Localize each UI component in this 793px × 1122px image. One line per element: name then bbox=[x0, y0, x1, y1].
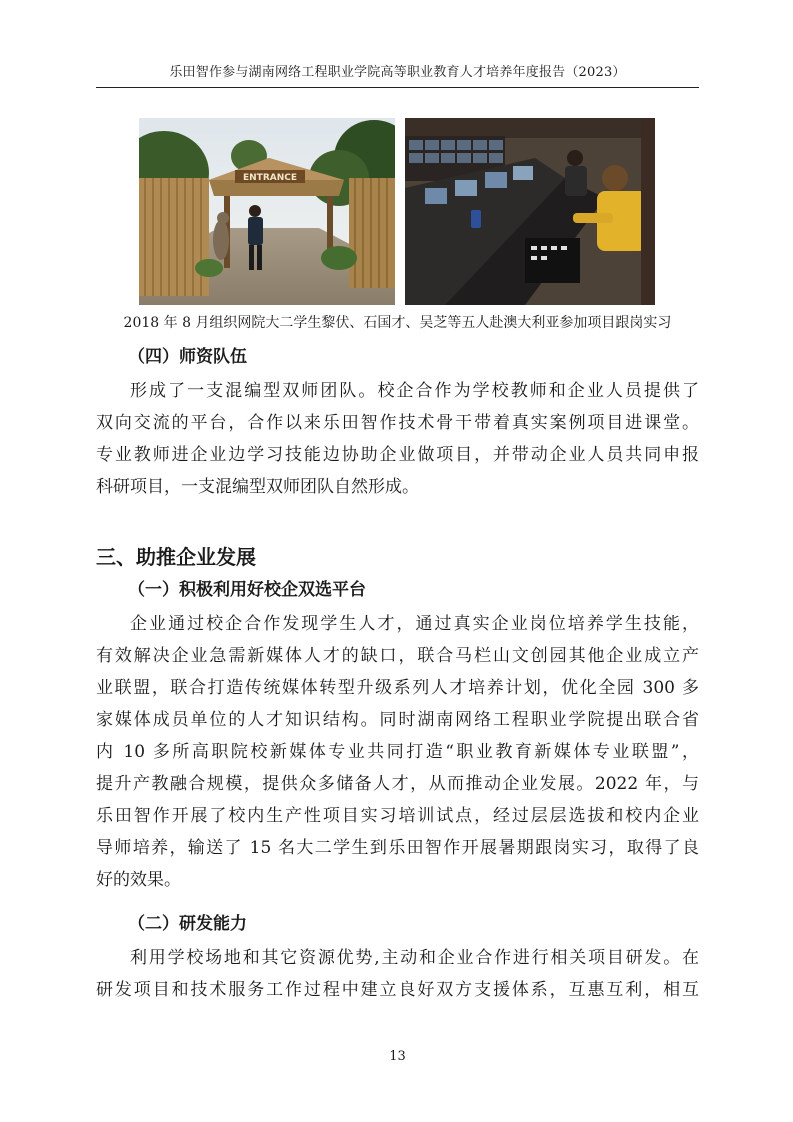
chapter-heading: 三、助推企业发展 bbox=[96, 545, 256, 569]
figure-caption: 2018 年 8 月组织网院大二学生黎伏、石国才、吴芝等五人赴澳大利亚参加项目跟岗实习 bbox=[123, 315, 672, 331]
text-line: 双向交流的平台，合作以来乐田智作技术骨干带着真实案例项目进课堂。 bbox=[96, 413, 699, 433]
text-line: 导师培养，输送了 15 名大二学生到乐田智作开展暑期跟岗实习，取得了良 bbox=[96, 838, 699, 858]
section-heading-faculty: （四）师资队伍 bbox=[128, 347, 247, 367]
text-line: 有效解决企业急需新媒体人才的缺口，联合马栏山文创园其他企业成立产 bbox=[96, 646, 699, 666]
text-line: 提升产教融合规模，提供众多储备人才，从而推动企业发展。2022 年，与 bbox=[96, 774, 699, 794]
photo-entrance-scene bbox=[139, 118, 395, 305]
text-line: 乐田智作开展了校内生产性项目实习培训试点，经过层层选拔和校内企业 bbox=[96, 806, 699, 826]
paragraph-faculty bbox=[96, 375, 699, 503]
text-line: 利用学校场地和其它资源优势,主动和企业合作进行相关项目研发。在 bbox=[130, 948, 699, 968]
section-heading-rd: （二）研发能力 bbox=[128, 914, 247, 934]
text-line: 研发项目和技术服务工作过程中建立良好双方支援体系，互惠互利，相互 bbox=[96, 980, 699, 1000]
text-line: 形成了一支混编型双师团队。校企合作为学校教师和企业人员提供了 bbox=[130, 381, 699, 401]
section-heading-platform: （一）积极利用好校企双选平台 bbox=[128, 580, 366, 600]
text-line: 业联盟，联合打造传统媒体转型升级系列人才培养计划，优化全园 300 多 bbox=[96, 678, 699, 698]
entrance-sign-text: ENTRANCE bbox=[243, 173, 297, 183]
photo-control-room bbox=[405, 118, 655, 305]
text-line: 科研项目，一支混编型双师团队自然形成。 bbox=[96, 477, 419, 497]
header-rule bbox=[96, 87, 699, 88]
running-header: 乐田智作参与湖南网络工程职业学院高等职业教育人才培养年度报告（2023） bbox=[169, 65, 626, 80]
text-line: 专业教师进企业边学习技能边协助企业做项目，并带动企业人员共同申报 bbox=[96, 445, 699, 465]
text-line: 好的效果。 bbox=[96, 870, 181, 890]
text-line: 家媒体成员单位的人才知识结构。同时湖南网络工程职业学院提出联合省 bbox=[96, 710, 699, 730]
text-line: 企业通过校企合作发现学生人才，通过真实企业岗位培养学生技能， bbox=[130, 614, 699, 634]
paragraph-platform bbox=[96, 608, 699, 896]
paragraph-rd bbox=[96, 942, 699, 1006]
page-number: 13 bbox=[389, 1049, 406, 1064]
text-line: 内 10 多所高职院校新媒体专业共同打造“职业教育新媒体专业联盟”， bbox=[96, 742, 699, 762]
